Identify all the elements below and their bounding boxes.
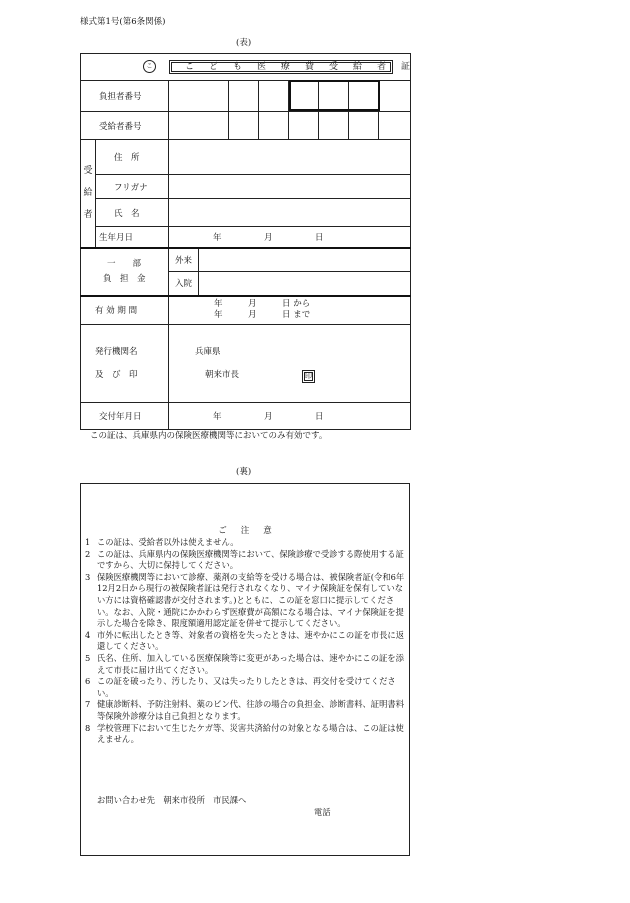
furigana-label: フリガナ xyxy=(96,175,169,199)
recipient-number-label: 受給者番号 xyxy=(81,112,169,140)
validity-to: 年 月 日 まで xyxy=(214,310,311,321)
issue-date-label: 交付年月日 xyxy=(81,403,169,430)
furigana-value xyxy=(169,175,411,199)
copay-label xyxy=(81,248,169,296)
form-number-label: 様式第1号(第6条関係) xyxy=(80,17,166,27)
front-side-label: (表) xyxy=(236,38,252,48)
notice-item-text: 保険医療機関等において診療、薬剤の支給等を受ける場合は、被保険者証(令和6年12月2日から現行の被保険者証は発行されなくなり、マイナ保険証を保有していない方には資格確認書が交付されます。)とともに、この証を窓口に提示してください。なお、入院・通院にかかわらず医療費が高額になる場合は、マイナ保険証を提示した場合を除き、限度額適用認定証を併せて提示してください。 xyxy=(97,571,405,629)
address-label: 住 所 xyxy=(96,140,169,175)
address-value xyxy=(169,140,411,175)
recipient-number-digit xyxy=(349,112,379,140)
back-side-label: (裏) xyxy=(236,467,252,477)
notice-item xyxy=(85,676,407,699)
notice-item xyxy=(85,572,407,630)
validity-label: 有 効 期 間 xyxy=(81,296,169,325)
notice-item xyxy=(85,653,407,676)
notice-item xyxy=(85,630,407,653)
copay-label-line1: 一 部 xyxy=(107,258,142,269)
recipient-group-text: 受給者 xyxy=(83,166,93,221)
recipient-number-digit xyxy=(229,112,259,140)
issuer-value xyxy=(169,325,411,403)
birthdate-value: 年 月 日 xyxy=(169,227,411,248)
notice-item-number: 3 xyxy=(85,571,91,582)
burden-number-digit xyxy=(259,81,289,112)
notice-item xyxy=(85,549,407,572)
seal-mark: 印 xyxy=(302,370,315,383)
recipient-number-digit xyxy=(259,112,289,140)
burden-number-highlight-frame xyxy=(289,80,380,111)
notice-item-text: 学校管理下において生じたケガ等、災害共済給付の対象となる場合は、この証は使えません。 xyxy=(97,722,404,745)
inpatient-label: 入院 xyxy=(169,272,199,296)
notice-item xyxy=(85,537,407,549)
outpatient-label: 外来 xyxy=(169,248,199,272)
phone-label: 電話 xyxy=(314,807,331,817)
notice-item-text: 市外に転出したとき等、対象者の資格を失ったときは、速やかにこの証を市長に返還してください。 xyxy=(97,629,404,652)
notice-item-text: 健康診断料、予防注射料、薬のビン代、往診の場合の負担金、診断書料、証明書料等保険外診療分は自己負担となります。 xyxy=(97,699,404,721)
contact-info: お問い合わせ先 朝来市役所 市民課へ xyxy=(97,795,247,805)
recipient-number-digit xyxy=(289,112,319,140)
notice-item-text: この証を破ったり、汚したり、又は失ったりしたときは、再交付を受けてください。 xyxy=(97,676,396,698)
card-title: こども医療費受給者証 xyxy=(185,62,426,72)
notice-item-text: この証は、兵庫県内の保険医療機関等において、保険診療で受診する際使用する証ですから、大切に保持してください。 xyxy=(97,548,404,571)
issuer-name: 兵庫県 xyxy=(195,346,221,357)
validity-period xyxy=(169,296,411,325)
name-value xyxy=(169,199,411,227)
notice-item-text: 氏名、住所、加入している医療保険等に変更があった場合は、速やかにこの証を添えて市長に届け出てください。 xyxy=(97,652,404,675)
copay-label-line2: 負 担 金 xyxy=(103,273,146,284)
notice-title: ご注意 xyxy=(218,526,286,536)
child-circle-icon: こ xyxy=(143,60,156,73)
certificate-back-panel xyxy=(80,483,410,856)
burden-number-digit xyxy=(379,81,411,112)
issuer-mayor: 朝来市長 xyxy=(205,369,240,380)
recipient-number-digit xyxy=(169,112,229,140)
notice-item-number: 8 xyxy=(85,722,91,733)
title-row xyxy=(81,54,426,81)
recipient-group-label xyxy=(81,140,96,248)
name-label: 氏 名 xyxy=(96,199,169,227)
outpatient-value xyxy=(199,248,411,272)
issue-date-value: 年 月 日 xyxy=(169,403,411,430)
notice-item-number: 6 xyxy=(85,676,91,687)
notice-item-text: この証は、受給者以外は使えません。 xyxy=(97,537,239,547)
validity-from: 年 月 日 から xyxy=(214,299,311,310)
notice-list xyxy=(85,537,407,746)
burden-number-label: 負担者番号 xyxy=(81,81,169,112)
notice-item-number: 4 xyxy=(85,629,91,640)
notice-item-number: 7 xyxy=(85,699,91,710)
issuer-label xyxy=(81,325,169,403)
notice-item xyxy=(85,699,407,722)
notice-item xyxy=(85,723,407,746)
notice-item-number: 1 xyxy=(85,537,91,547)
notice-item-number: 2 xyxy=(85,548,91,559)
burden-number-digit xyxy=(169,81,229,112)
validity-note: この証は、兵庫県内の保険医療機関等においてのみ有効です。 xyxy=(90,431,328,441)
notice-item-number: 5 xyxy=(85,652,91,663)
issuer-label-line2: 及 び 印 xyxy=(95,369,138,380)
recipient-number-digit xyxy=(319,112,349,140)
title-box xyxy=(169,60,426,74)
birthdate-label: 生年月日 xyxy=(96,227,169,248)
burden-number-digit xyxy=(229,81,259,112)
issuer-label-line1: 発行機関名 xyxy=(95,346,138,357)
recipient-number-digit xyxy=(379,112,411,140)
inpatient-value xyxy=(199,272,411,296)
